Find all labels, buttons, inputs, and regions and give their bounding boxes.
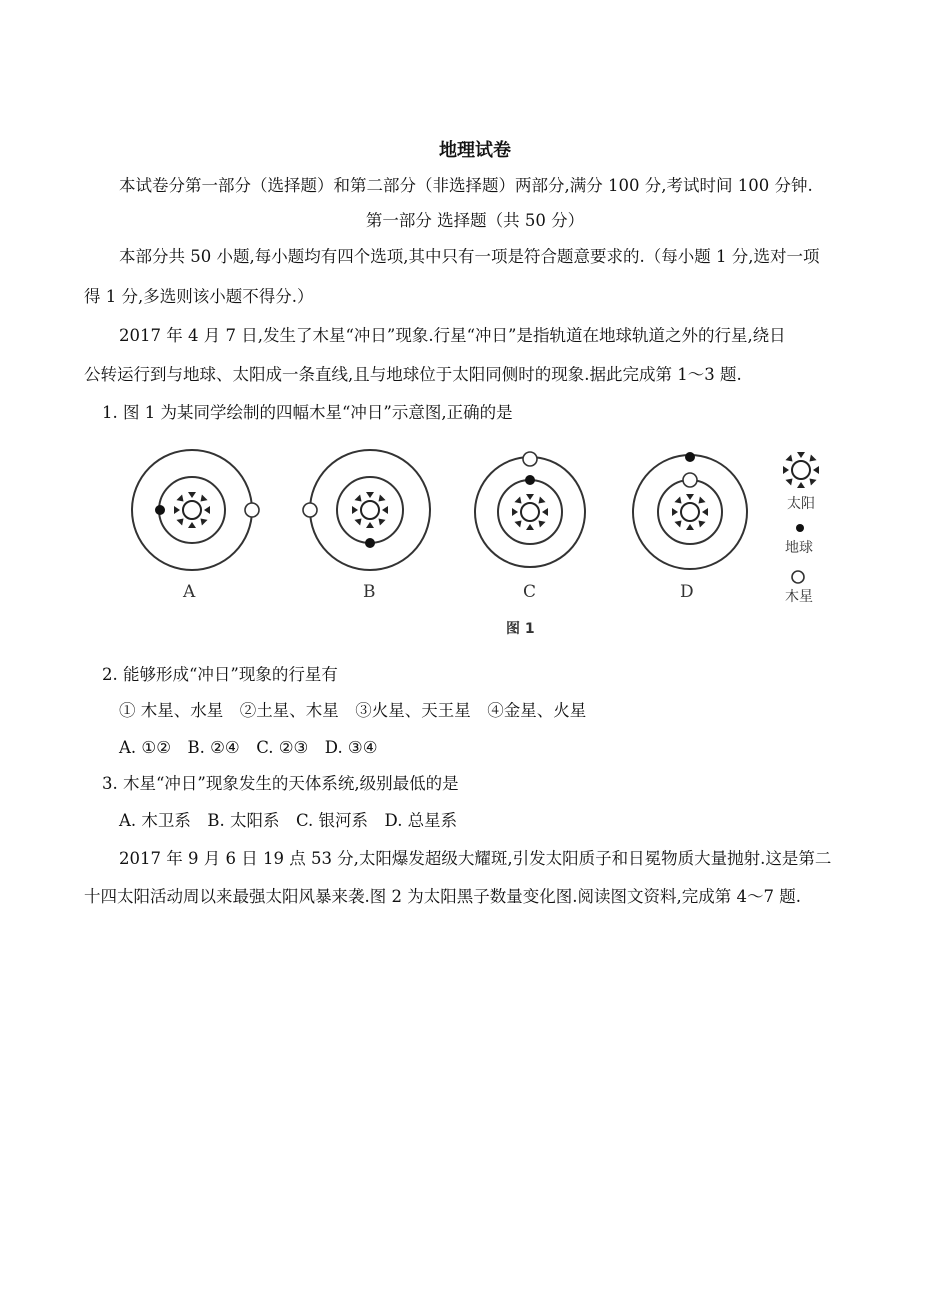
question-2-options: A. ①② B. ②④ C. ②③ D. ③④ bbox=[119, 738, 378, 757]
part1-heading: 第一部分 选择题（共 50 分） bbox=[365, 211, 585, 230]
question-3-stem: 3. 木星“冲日”现象发生的天体系统,级别最低的是 bbox=[102, 774, 459, 793]
passage2-line1: 2017 年 9 月 6 日 19 点 53 分,太阳爆发超级大耀斑,引发太阳质子和日冕物质大量抛射.这是第二 bbox=[119, 849, 832, 868]
sun-icon bbox=[174, 492, 210, 528]
sun-icon bbox=[672, 494, 708, 530]
earth-marker bbox=[365, 538, 375, 548]
inner-orbit bbox=[658, 480, 722, 544]
inner-orbit bbox=[498, 480, 562, 544]
question-2-items: ① 木星、水星 ②土星、木星 ③火星、天王星 ④金星、火星 bbox=[119, 701, 587, 720]
legend-sun-label: 太阳 bbox=[787, 496, 815, 512]
earth-marker bbox=[525, 475, 535, 485]
earth-marker bbox=[685, 452, 695, 462]
panel-b-label: B bbox=[363, 582, 376, 602]
legend-earth-label: 地球 bbox=[785, 540, 813, 556]
exam-title: 地理试卷 bbox=[439, 140, 511, 161]
figure-1-caption: 图 1 bbox=[506, 621, 535, 637]
legend-earth-marker bbox=[796, 524, 804, 532]
intro-text: 本试卷分第一部分（选择题）和第二部分（非选择题）两部分,满分 100 分,考试时间 100 分钟. bbox=[119, 176, 813, 195]
legend-jupiter-marker bbox=[792, 571, 804, 583]
passage2-line2: 十四太阳活动周以来最强太阳风暴来袭.图 2 为太阳黑子数量变化图.阅读图文资料,完成第 4～7 题. bbox=[84, 887, 801, 906]
panel-c-label: C bbox=[523, 582, 537, 602]
outer-orbit bbox=[310, 450, 430, 570]
legend-sun-icon bbox=[783, 452, 819, 488]
instructions-line2: 得 1 分,多选则该小题不得分.） bbox=[84, 287, 314, 306]
panel-c-diagram bbox=[475, 452, 585, 567]
question-2-stem: 2. 能够形成“冲日”现象的行星有 bbox=[102, 665, 338, 684]
outer-orbit bbox=[132, 450, 252, 570]
passage1-line2: 公转运行到与地球、太阳成一条直线,且与地球位于太阳同侧时的现象.据此完成第 1～3 题. bbox=[84, 365, 742, 384]
panel-d-diagram bbox=[633, 452, 747, 569]
question-3-options: A. 木卫系 B. 太阳系 C. 银河系 D. 总星系 bbox=[119, 811, 458, 830]
passage1-line1: 2017 年 4 月 7 日,发生了木星“冲日”现象.行星“冲日”是指轨道在地球轨道之外的行星,绕日 bbox=[119, 326, 786, 345]
inner-orbit bbox=[337, 477, 403, 543]
jupiter-marker bbox=[523, 452, 537, 466]
jupiter-marker bbox=[303, 503, 317, 517]
inner-orbit bbox=[159, 477, 225, 543]
sun-icon bbox=[352, 492, 388, 528]
jupiter-marker bbox=[683, 473, 697, 487]
outer-orbit bbox=[633, 455, 747, 569]
jupiter-marker bbox=[245, 503, 259, 517]
figure-1-orbit-diagrams bbox=[120, 445, 840, 645]
outer-orbit bbox=[475, 457, 585, 567]
panel-a-diagram bbox=[132, 450, 259, 570]
question-1-stem: 1. 图 1 为某同学绘制的四幅木星“冲日”示意图,正确的是 bbox=[102, 403, 513, 422]
panel-d-label: D bbox=[680, 582, 694, 602]
panel-a-label: A bbox=[183, 582, 196, 602]
panel-b-diagram bbox=[303, 450, 430, 570]
earth-marker bbox=[155, 505, 165, 515]
instructions-line1: 本部分共 50 小题,每小题均有四个选项,其中只有一项是符合题意要求的.（每小题 1 分,选对一项 bbox=[119, 247, 820, 266]
legend-jupiter-label: 木星 bbox=[785, 589, 813, 605]
sun-icon bbox=[512, 494, 548, 530]
